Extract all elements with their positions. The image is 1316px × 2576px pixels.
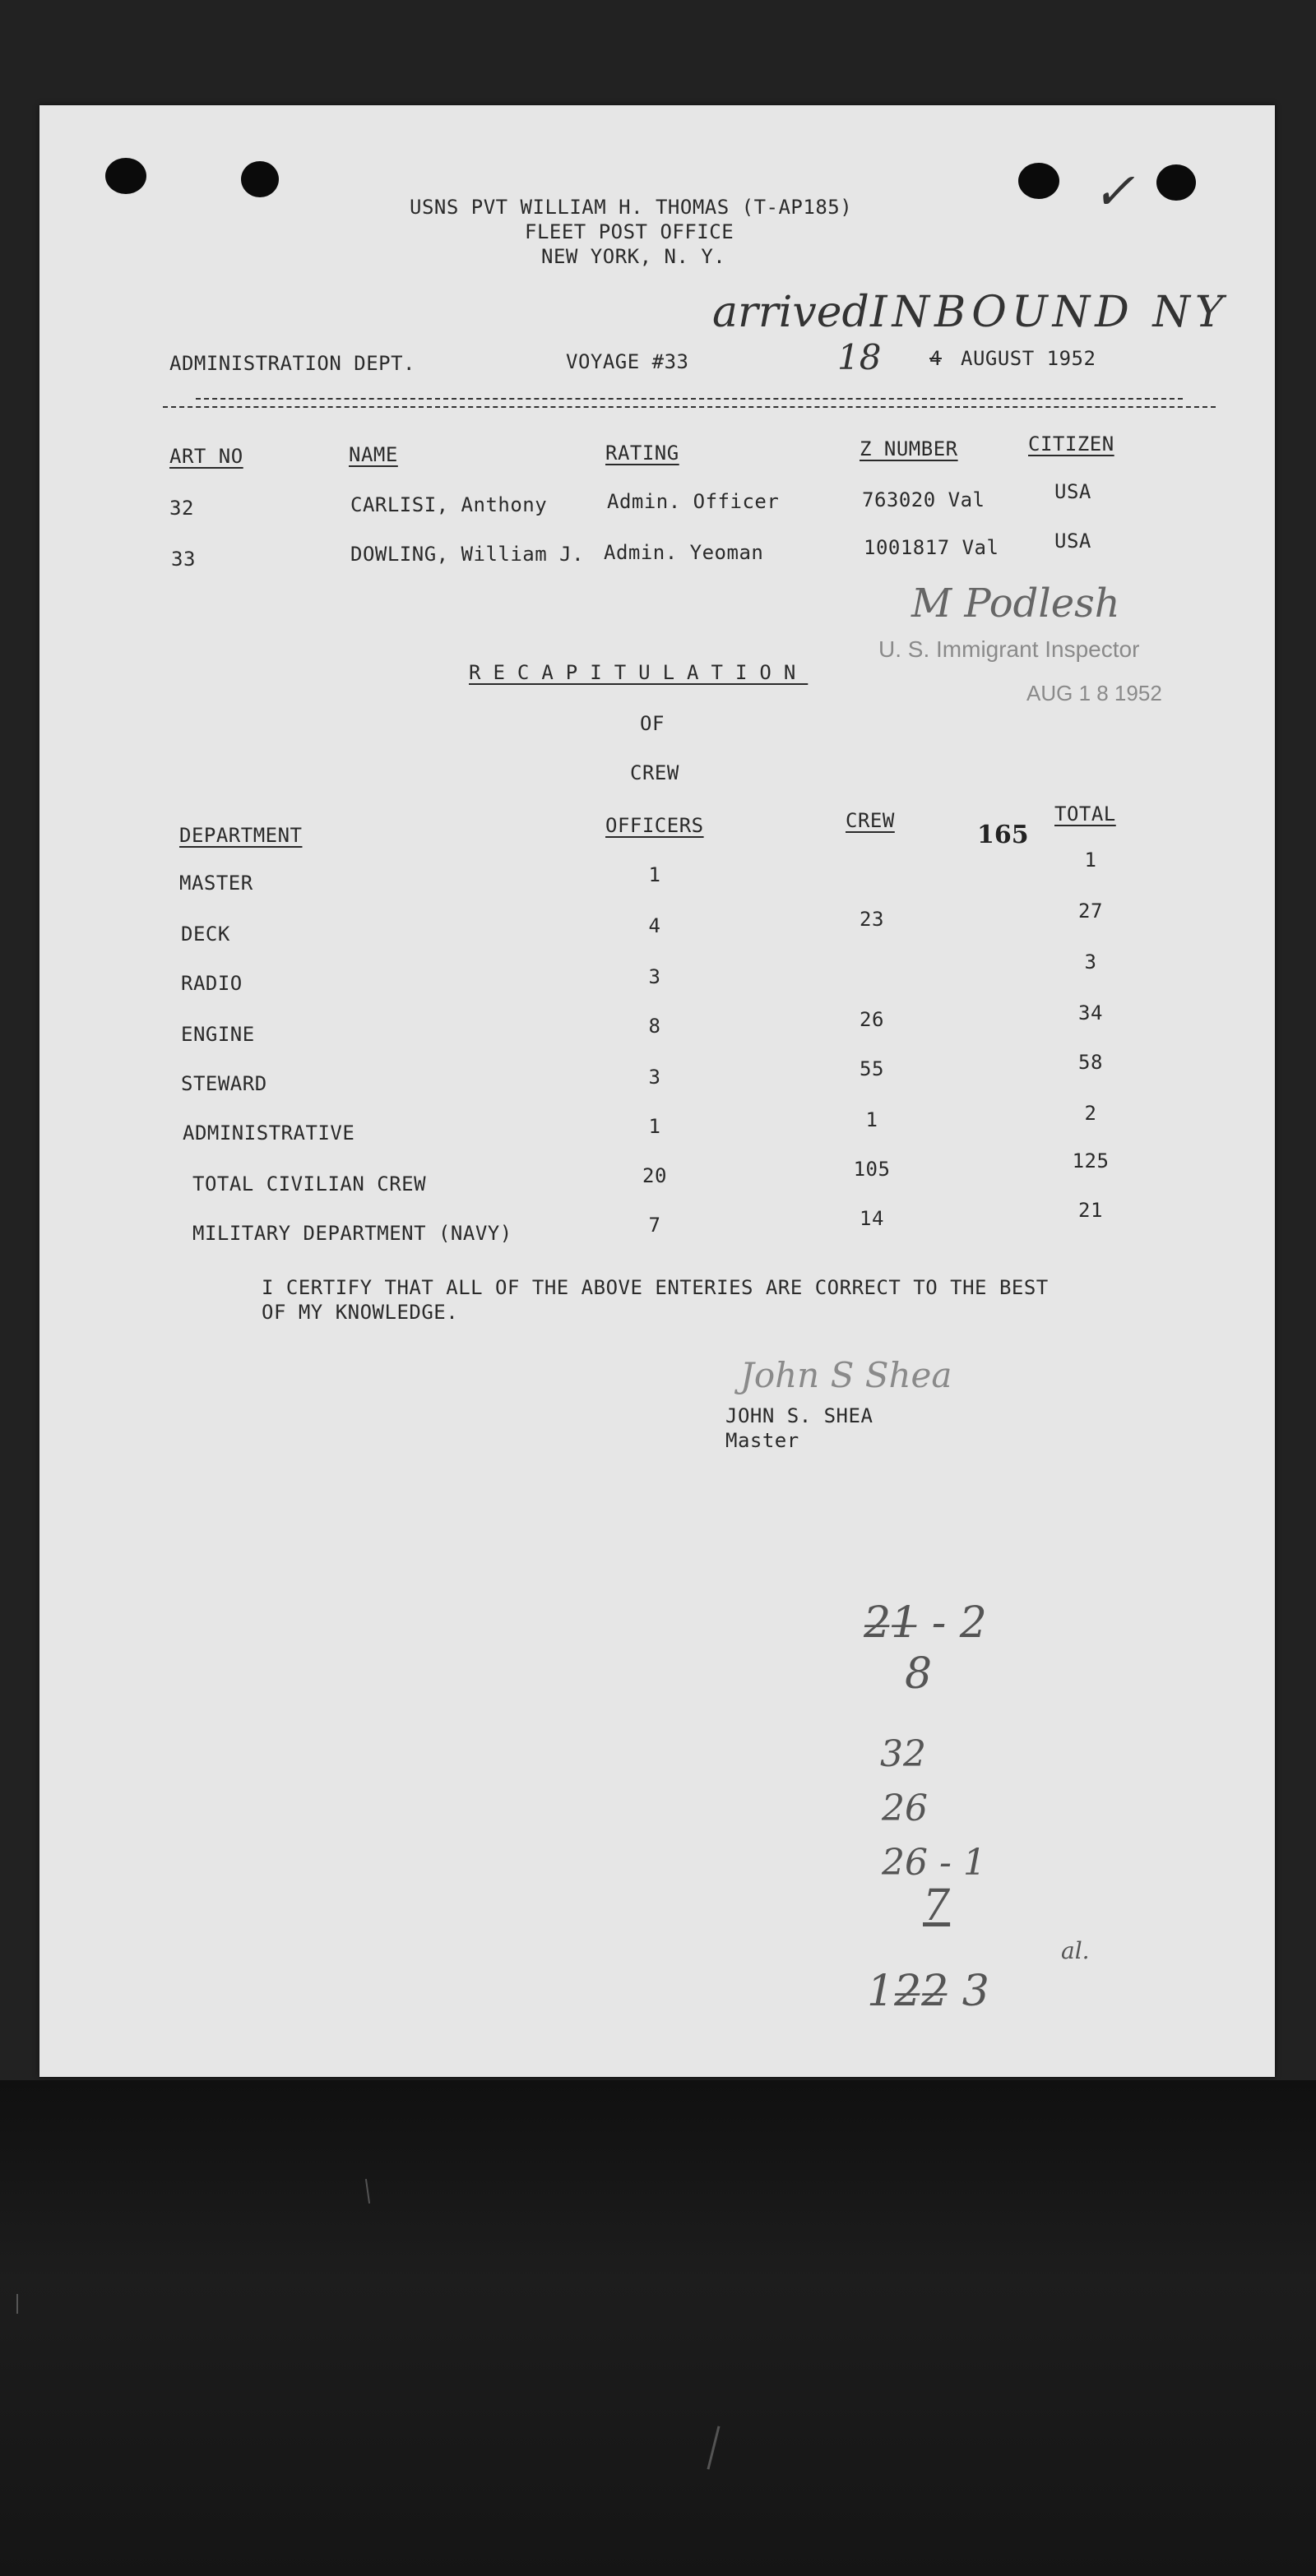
recap-row-department: TOTAL CIVILIAN CREW xyxy=(192,1172,427,1196)
crew-row-z: 763020 Val xyxy=(862,488,985,511)
signer-name: JOHN S. SHEA xyxy=(725,1404,873,1427)
arrived-annotation: arrived xyxy=(712,288,869,337)
crew-row-name: DOWLING, William J. xyxy=(350,543,585,566)
recap-row-officers: 3 xyxy=(648,965,661,988)
crew-row-rating: Admin. Officer xyxy=(607,490,780,513)
post-office: FLEET POST OFFICE xyxy=(525,220,734,243)
recap-col-crew: CREW xyxy=(846,809,895,832)
recap-row-crew: 23 xyxy=(860,908,884,931)
recap-row-department: DECK xyxy=(181,923,230,946)
crew-row-citizen: USA xyxy=(1054,530,1091,553)
recap-row-crew: 105 xyxy=(853,1158,891,1181)
recap-row-total: 58 xyxy=(1078,1051,1103,1074)
col-citizen: CITIZEN xyxy=(1028,432,1114,456)
pencil-tally-6: 7 xyxy=(923,1881,951,1931)
recap-row-department: MASTER xyxy=(179,872,253,895)
header-rule-1 xyxy=(196,398,1183,400)
microfilm-lower-border xyxy=(0,2080,1316,2576)
inspector-stamp: U. S. Immigrant Inspector xyxy=(878,636,1140,662)
crew-row-citizen: USA xyxy=(1054,480,1091,503)
voyage-label: VOYAGE #33 xyxy=(566,350,689,373)
punch-hole-1 xyxy=(105,158,146,194)
ship-name: USNS PVT WILLIAM H. THOMAS (T-AP185) xyxy=(410,196,853,219)
col-art-no: ART NO xyxy=(169,445,243,468)
crew-row-art: 33 xyxy=(171,548,196,571)
recap-row-officers: 4 xyxy=(648,914,661,937)
certification-line-2: OF MY KNOWLEDGE. xyxy=(262,1301,459,1324)
date-correction: 18 xyxy=(837,337,882,377)
recap-col-department: DEPARTMENT xyxy=(179,824,303,847)
signer-title: Master xyxy=(725,1429,799,1452)
pencil-note: al. xyxy=(1061,1937,1090,1964)
recap-row-department: MILITARY DEPARTMENT (NAVY) xyxy=(192,1222,512,1245)
recap-col-officers: OFFICERS xyxy=(605,814,704,837)
recap-row-total: 1 xyxy=(1084,849,1097,872)
recap-row-total: 2 xyxy=(1084,1102,1097,1125)
header-rule-2 xyxy=(163,406,1216,408)
recap-row-total: 34 xyxy=(1078,1001,1103,1024)
punch-hole-2 xyxy=(241,161,279,197)
recap-row-officers: 3 xyxy=(648,1066,661,1089)
recap-row-officers: 1 xyxy=(648,863,661,886)
recap-row-officers: 7 xyxy=(648,1214,661,1237)
struck-day: 4 xyxy=(929,347,942,370)
punch-hole-3 xyxy=(1018,163,1059,199)
recap-row-crew: 26 xyxy=(860,1008,884,1031)
city: NEW YORK, N. Y. xyxy=(541,245,726,268)
document-page xyxy=(39,105,1275,2077)
recap-row-department: STEWARD xyxy=(181,1072,267,1095)
recap-row-department: ADMINISTRATIVE xyxy=(183,1122,355,1145)
col-z-number: Z NUMBER xyxy=(860,437,958,460)
punch-hole-4 xyxy=(1156,164,1196,201)
recap-row-crew: 55 xyxy=(860,1057,884,1080)
recap-row-total: 125 xyxy=(1072,1149,1110,1172)
department-label: ADMINISTRATION DEPT. xyxy=(169,352,415,375)
inspector-signature: M Podlesh xyxy=(911,580,1120,627)
stamp-date: AUG 1 8 1952 xyxy=(1026,681,1162,705)
recap-of: OF xyxy=(640,712,665,735)
recap-row-crew: 1 xyxy=(865,1108,878,1131)
box-number: 165 xyxy=(977,821,1029,849)
crew-row-art: 32 xyxy=(169,497,194,520)
recap-crew: CREW xyxy=(630,761,679,784)
recap-row-total: 21 xyxy=(1078,1199,1103,1222)
pencil-tally-7: 12̶2̶ 3 xyxy=(867,1967,989,2016)
film-scratch-1 xyxy=(707,2426,721,2469)
pencil-tally-2: 8 xyxy=(905,1649,933,1699)
master-signature: John S Shea xyxy=(740,1355,952,1395)
recap-row-crew: 14 xyxy=(860,1207,884,1230)
recap-row-officers: 1 xyxy=(648,1115,661,1138)
pencil-tally-3: 32 xyxy=(880,1733,926,1775)
inbound-annotation: INBOUND NY xyxy=(870,288,1229,337)
crew-row-name: CARLISI, Anthony xyxy=(350,493,548,516)
recap-title: RECAPITULATION xyxy=(469,661,809,684)
col-rating: RATING xyxy=(605,442,679,465)
pencil-tally-5: 26 - 1 xyxy=(882,1842,986,1884)
pencil-tally-4: 26 xyxy=(882,1787,928,1829)
crew-row-z: 1001817 Val xyxy=(864,536,999,559)
recap-row-department: ENGINE xyxy=(181,1023,255,1046)
pencil-tally-1: 2̶1̶ - 2 xyxy=(864,1598,987,1648)
recap-row-total: 3 xyxy=(1084,950,1097,974)
recap-row-total: 27 xyxy=(1078,900,1103,923)
voyage-date: AUGUST 1952 xyxy=(961,347,1096,370)
checkmark-annotation: ✓ xyxy=(1092,161,1135,221)
certification-line-1: I CERTIFY THAT ALL OF THE ABOVE ENTERIES ARE CORRECT TO THE BEST xyxy=(262,1276,1049,1299)
film-scratch-2 xyxy=(365,2179,370,2204)
col-name: NAME xyxy=(349,443,398,466)
recap-row-officers: 20 xyxy=(642,1164,667,1187)
recap-col-total: TOTAL xyxy=(1054,802,1116,826)
recap-row-department: RADIO xyxy=(181,972,243,995)
film-scratch-3 xyxy=(16,2294,18,2314)
recap-row-officers: 8 xyxy=(648,1015,661,1038)
crew-row-rating: Admin. Yeoman xyxy=(604,541,764,564)
